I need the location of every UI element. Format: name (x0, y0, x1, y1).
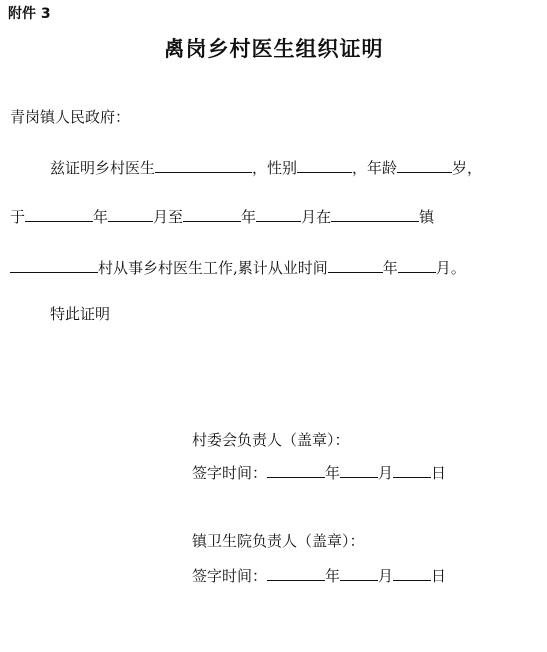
document-title: 禼岗乡村医生组织证明 (163, 37, 384, 61)
months-blank (398, 256, 436, 273)
start-year-blank (25, 205, 93, 222)
attachment-label: 附件 3 (8, 6, 51, 22)
certificate-line-1 (50, 156, 482, 178)
village-day-blank (393, 461, 431, 478)
certificate-line-2 (10, 205, 434, 227)
closing-text: 特此证明 (50, 305, 111, 323)
years-blank (328, 256, 383, 273)
line2-text-1: 于 (10, 208, 26, 226)
line1-text-4: 岁， (452, 159, 483, 177)
line3-text-3: 月。 (435, 259, 466, 277)
village-signing-date (192, 461, 446, 483)
line2-text-2: 年 (93, 208, 109, 226)
recipient-line: 青岗镇人民政府： (10, 108, 131, 126)
township-day-blank (393, 564, 431, 581)
line1-text-1: 兹证明乡村医生 (50, 159, 156, 177)
village-month-blank (340, 461, 378, 478)
line1-text-3: ，年龄 (352, 159, 398, 177)
village-blank (10, 256, 98, 273)
end-month-blank (256, 205, 301, 222)
township-month-label: 月 (378, 567, 394, 585)
township-hospital-leader-label: 镇卫生院负责人（盖章）： (192, 532, 365, 550)
line2-text-5: 月在 (301, 208, 332, 226)
township-blank (331, 205, 419, 222)
village-year-label: 年 (325, 464, 341, 482)
age-blank (397, 156, 452, 173)
township-year-label: 年 (325, 567, 341, 585)
township-year-blank (267, 564, 325, 581)
village-time-label: 签字时间： (192, 464, 268, 482)
township-month-blank (340, 564, 378, 581)
doctor-name-blank (155, 156, 252, 173)
start-month-blank (108, 205, 153, 222)
end-year-blank (183, 205, 241, 222)
village-year-blank (267, 461, 325, 478)
line2-text-4: 年 (241, 208, 257, 226)
line3-text-2: 年 (382, 259, 398, 277)
gender-blank (297, 156, 352, 173)
line3-text-1: 村从事乡村医生工作,累计从业时间 (98, 259, 328, 277)
line2-text-6: 镇 (419, 208, 435, 226)
township-time-label: 签字时间： (192, 567, 268, 585)
village-month-label: 月 (378, 464, 394, 482)
line1-text-2: ，性别 (252, 159, 298, 177)
certificate-line-3 (10, 256, 466, 278)
township-day-label: 日 (431, 567, 447, 585)
village-leader-label: 村委会负责人（盖章）： (192, 431, 350, 449)
township-signing-date (192, 564, 446, 586)
line2-text-3: 月至 (153, 208, 184, 226)
village-day-label: 日 (431, 464, 447, 482)
